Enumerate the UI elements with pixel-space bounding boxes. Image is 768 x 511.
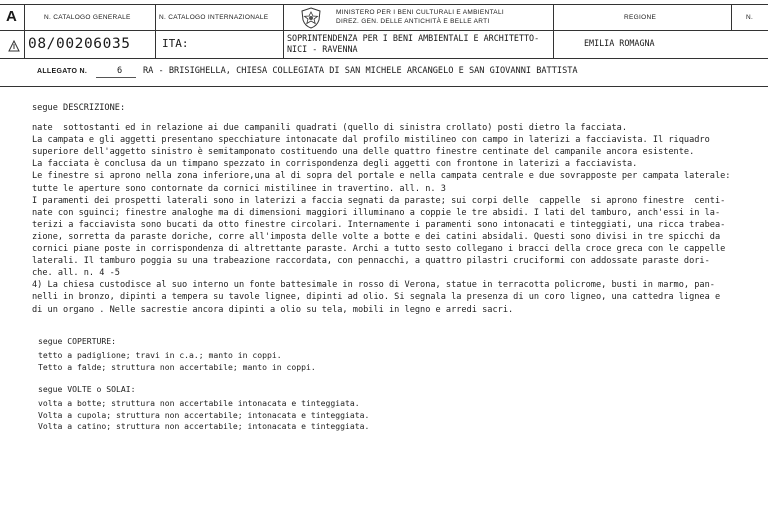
n-label: N. xyxy=(746,14,754,21)
soprintendenza-line-2: NICI - RAVENNA xyxy=(287,44,358,54)
catalog-number: 08/00206035 xyxy=(28,36,131,52)
coperture-line: Tetto a falde; struttura non accertabile; manto in coppi. xyxy=(38,361,316,372)
coperture-line: tetto a padiglione; travi in c.a.; manto in coppi. xyxy=(38,350,282,360)
descrizione-line: zione, sorretta da paraste doriche, corre all'imposta delle volte a botte e dei catini absidali. Questi sono divisi in tre spicchi da xyxy=(32,231,721,242)
allegato-label: ALLEGATO N. xyxy=(37,68,88,75)
descrizione-line: tutte le aperture sono contornate da cornici mistilinee in travertino. all. n. 3 xyxy=(32,183,446,194)
descrizione-line: I paramenti dei prospetti laterali sono in laterizi a faccia segnati da paraste; sui corpi delle cappelle si aprono finestre centi- xyxy=(32,195,726,206)
allegato-underline xyxy=(96,77,136,78)
allegato-title: RA - BRISIGHELLA, CHIESA COLLEGIATA DI SAN MICHELE ARCANGELO E SAN GIOVANNI BATTISTA xyxy=(143,66,578,76)
descrizione-line: cornici piane poste in corrispondenza di altrettante paraste. Archi a tutto sesto collegano i bracci della croce greca con le cappelle xyxy=(32,244,726,254)
card-letter: A xyxy=(6,8,17,25)
header-top-border xyxy=(0,4,768,5)
descrizione-line: nate sottostanti ed in relazione ai due campanili quadrati (quello di sinistra crollato) posti dietro la facciata. xyxy=(32,123,627,133)
descrizione-line: superiore dell'aggetto sinistro è semitamponato costituendo una delle quattro finestre centinate del campanile ancora esistente. xyxy=(32,147,695,158)
state-emblem-icon xyxy=(300,7,322,29)
header-divider-3 xyxy=(283,4,284,58)
descrizione-line: La facciata è conclusa da un timpano spezzato in corrispondenza degli aggetti con frontone in laterizi a facciavista. xyxy=(32,159,638,170)
descrizione-line: nate con sguinci; finestre analoghe ma di dimensioni maggiori illuminano a coppie le tre absidi. I lati del tamburo, anch'essi in la- xyxy=(32,207,721,218)
descrizione-line: laterali. Il tamburo poggia su una trabeazione raccordata, con pennacchi, a quattro pilastri cruciformi con addossate paraste dori- xyxy=(32,256,710,267)
coperture-heading: segue COPERTURE: xyxy=(38,336,116,346)
regione-label: REGIONE xyxy=(624,14,657,21)
soprintendenza-line-1: SOPRINTENDENZA PER I BENI AMBIENTALI E ARCHITETTO- xyxy=(287,33,540,43)
header-row1-border xyxy=(0,30,768,31)
descrizione-line: che. all. n. 4 -5 xyxy=(32,268,120,279)
descrizione-line: di un organo . Nelle sacrestie ancora dipinti a olio su tela, mobili in legno e arredi sacri. xyxy=(32,304,514,315)
descrizione-line: terizi a facciavista sono bucati da otto finestre circolari. Internamente i paramenti sono intonacati e tinteggiati, una ricca trabea- xyxy=(32,219,726,230)
regione-value: EMILIA ROMAGNA xyxy=(584,38,655,48)
volte-line: Volta a cupola; struttura non accertabile; intonacata e tinteggiata. xyxy=(38,409,370,420)
ita-label: ITA: xyxy=(162,37,189,50)
volte-line: Volta a catino; struttura non accertabile; intonacata e tinteggiata. xyxy=(38,421,370,431)
header-divider-2 xyxy=(155,4,156,58)
volte-heading: segue VOLTE o SOLAI: xyxy=(38,384,136,394)
ministry-line-2: DIREZ. GEN. DELLE ANTICHITÀ E BELLE ARTI xyxy=(336,18,490,25)
descrizione-line: nelli in bronzo, dipinti a tempera su tavole lignee, dipinti ad olio. Si segnala la presenza di un coro ligneo, una cattedra lignea e xyxy=(32,292,721,303)
descrizione-line: 4) La chiesa custodisce al suo interno un fonte battesimale in rosso di Verona, statue in terracotta policrome, busti in marmo, pan- xyxy=(32,280,715,291)
header-divider-4 xyxy=(553,4,554,58)
catalogo-generale-label: N. CATALOGO GENERALE xyxy=(44,14,131,21)
header-divider-1 xyxy=(24,4,25,58)
header-bottom-border xyxy=(0,86,768,87)
allegato-number: 6 xyxy=(117,66,123,76)
ministry-line-1: MINISTERO PER I BENI CULTURALI E AMBIENTALI xyxy=(336,9,504,16)
catalog-arrow-icon xyxy=(7,38,21,52)
volte-line: volta a botte; struttura non accertabile intonacata e tinteggiata. xyxy=(38,398,360,408)
descrizione-line: La campata e gli aggetti presentano specchiature intonacate dal profilo mistilineo con campo in laterizi a facciavista. Il riquadro xyxy=(32,135,710,146)
header-divider-5 xyxy=(731,4,732,30)
descrizione-heading: segue DESCRIZIONE: xyxy=(32,103,126,113)
catalogo-internazionale-label: N. CATALOGO INTERNAZIONALE xyxy=(159,14,269,21)
descrizione-line: Le finestre si aprono nella zona inferiore,una al di sopra del portale e nella campata centrale e due sovrapposte per campata laterale: xyxy=(32,171,731,182)
header-row2-border xyxy=(0,58,768,59)
